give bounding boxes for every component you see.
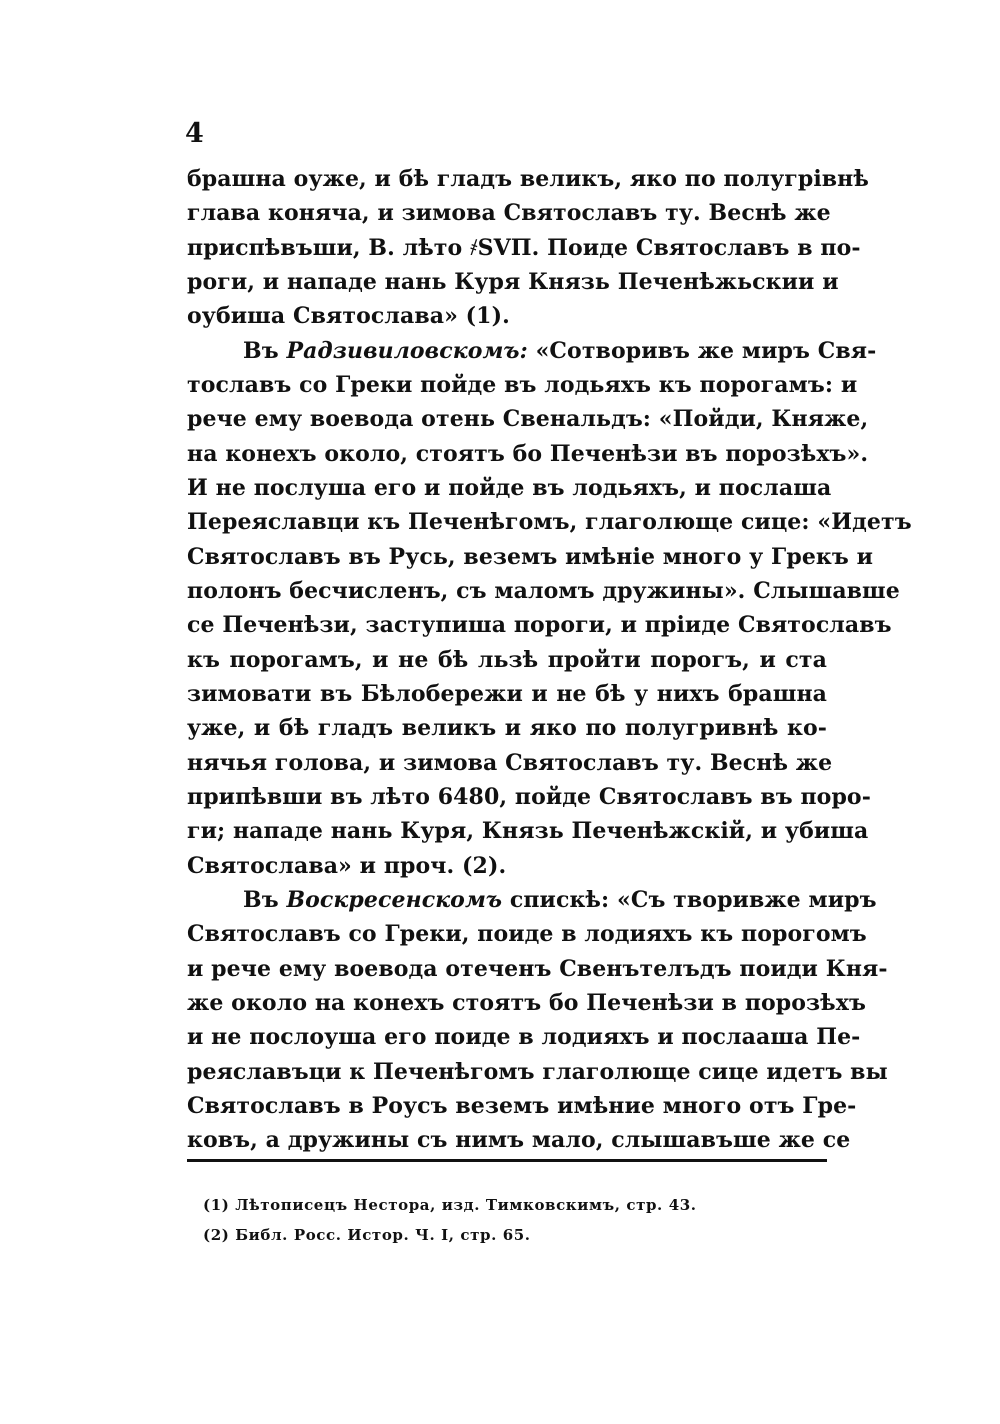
text-line: Святославъ в Роусъ веземъ имѣние много отъ Гре- bbox=[187, 1092, 857, 1119]
text-line: и не послоуша его поиде в лодияхъ и послааша Пе- bbox=[187, 1024, 861, 1051]
body-text bbox=[187, 162, 912, 1158]
text-line: зимовати въ Бѣлобережи и не бѣ у нихъ брашна bbox=[187, 680, 827, 707]
source-name-voskresensk: Воскресенскомъ bbox=[286, 886, 503, 913]
text-line: приспѣвъши, В. лѣто ҂SVП. Поиде Святославъ в по- bbox=[187, 234, 861, 261]
text-line: рече ему воевода отень Свенальдъ: «Пойди, Княже, bbox=[187, 406, 869, 433]
paragraph-lead-rest: спискѣ: «Съ творивже миръ bbox=[502, 886, 877, 913]
text-line: на конехъ около, стоятъ бо Печенѣзи въ порозѣхъ». bbox=[187, 440, 869, 467]
text-line: Святославъ со Греки, поиде в лодияхъ къ порогомъ bbox=[187, 921, 867, 948]
footnotes bbox=[203, 1190, 823, 1250]
text-line: же около на конехъ стоятъ бо Печенѣзи в порозѣхъ bbox=[187, 989, 866, 1016]
text-line: глава коняча, и зимова Святославъ ту. Веснѣ же bbox=[187, 200, 831, 227]
text-line: Святослава» и проч. (2). bbox=[187, 852, 507, 879]
source-name-radzivil: Радзивиловскомъ: bbox=[286, 337, 528, 364]
footnote-1: (1) Лѣтописецъ Нестора, изд. Тимковскимъ, стр. 43. bbox=[203, 1196, 697, 1214]
text-line: оубиша Святослава» (1). bbox=[187, 303, 510, 330]
paragraph-start-voskresensk bbox=[187, 883, 877, 917]
text-line: се Печенѣзи, заступиша пороги, и пріиде Святославъ bbox=[187, 612, 892, 639]
text-line: и рече ему воевода отеченъ Свенътелъдъ поиди Кня- bbox=[187, 955, 888, 982]
text-line: Святославъ въ Русь, веземъ имѣніе много у Грекъ и bbox=[187, 543, 874, 570]
text-line: Переяславци къ Печенѣгомъ, глаголюще сице: «Идетъ bbox=[187, 509, 912, 536]
footnote-divider bbox=[187, 1159, 827, 1162]
page-number: 4 bbox=[185, 118, 204, 149]
text-line: къ порогамъ, и не бѣ льзѣ пройти порогъ, и ста bbox=[187, 646, 827, 673]
footnote-2: (2) Библ. Росс. Истор. Ч. I, стр. 65. bbox=[203, 1226, 531, 1244]
text-line: уже, и бѣ гладъ великъ и яко по полугривнѣ ко- bbox=[187, 715, 827, 742]
paragraph-lead: Въ bbox=[243, 886, 287, 913]
text-line: ковъ, а дружины съ нимъ мало, слышавъше же се bbox=[187, 1127, 851, 1154]
paragraph-start-radzivil bbox=[187, 334, 877, 368]
text-line: ги; нападе нань Куря, Князь Печенѣжскій, и убиша bbox=[187, 818, 869, 845]
text-line: роги, и нападе нань Куря Князь Печенѣжьскии и bbox=[187, 268, 839, 295]
paragraph-lead: Въ bbox=[243, 337, 287, 364]
text-line: полонъ бесчисленъ, съ маломъ дружины». Слышавше bbox=[187, 577, 900, 604]
text-line: нячья голова, и зимова Святославъ ту. Веснѣ же bbox=[187, 749, 833, 776]
text-line: реяславъци к Печенѣгомъ глаголюще сице идетъ вы bbox=[187, 1058, 888, 1085]
text-line: брашна оуже, и бѣ гладъ великъ, яко по полугрівнѣ bbox=[187, 166, 869, 192]
text-line: тославъ со Греки пойде въ лодьяхъ къ порогамъ: и bbox=[187, 371, 858, 398]
text-line: припѣвши въ лѣто 6480, пойде Святославъ въ поро- bbox=[187, 783, 871, 810]
paragraph-lead-rest: «Сотворивъ же миръ Свя- bbox=[527, 337, 877, 364]
text-line: И не послуша его и пойде въ лодьяхъ, и послаша bbox=[187, 474, 832, 501]
